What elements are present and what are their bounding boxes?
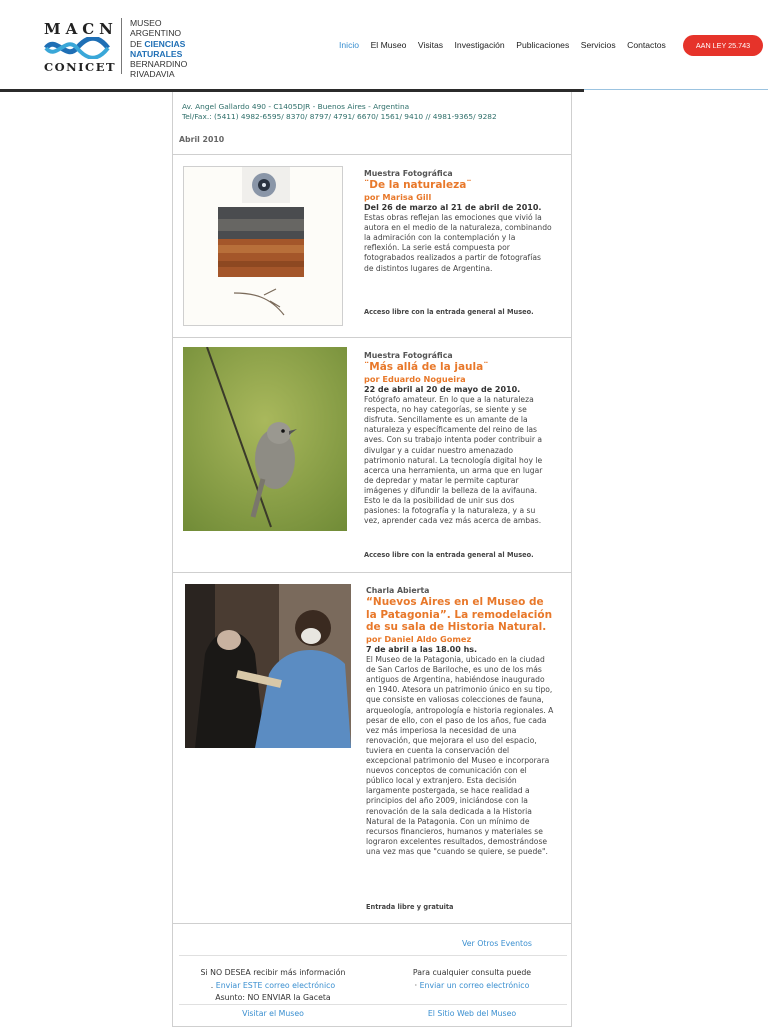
divider <box>179 955 567 956</box>
nav-inicio[interactable]: Inicio <box>339 40 360 50</box>
event-date: Del 26 de marzo al 21 de abril de 2010. <box>364 202 542 212</box>
logo-wave-icon <box>44 37 110 59</box>
contact-text: Para cualquier consulta puede <box>412 968 532 977</box>
event-author: por Eduardo Nogueira <box>364 373 466 384</box>
museum-line: DE CIENCIAS <box>130 38 186 49</box>
unsubscribe-block <box>173 967 373 1005</box>
museum-name <box>130 18 187 80</box>
event-date: 22 de abril al 20 de mayo de 2010. <box>364 384 521 394</box>
more-events-link[interactable]: Ver Otros Eventos <box>462 939 532 948</box>
nav-el-museo[interactable]: El Museo <box>370 40 407 50</box>
museum-line: NATURALES <box>130 48 183 59</box>
nav-contactos[interactable]: Contactos <box>627 40 666 50</box>
event-image-naturaleza[interactable] <box>183 166 343 326</box>
address-block <box>182 102 497 122</box>
nav-servicios[interactable]: Servicios <box>580 40 616 50</box>
contact-block <box>373 967 571 992</box>
divider <box>173 337 571 338</box>
logo-conicet[interactable]: CONICET <box>44 60 117 74</box>
address-line: Av. Angel Gallardo 490 - C1405DJR - Buenos Aires - Argentina <box>182 102 410 111</box>
museum-line: MUSEO <box>130 18 162 28</box>
newsletter <box>172 92 572 1027</box>
bird-photo <box>183 347 347 531</box>
event-info <box>364 351 552 526</box>
divider <box>179 1004 567 1005</box>
unsubscribe-text: Si NO DESEA recibir más información <box>200 968 346 977</box>
event-description: El Museo de la Patagonia, ubicado en la ciudad de San Carlos de Bariloche, es uno de los más antiguos de Argentina, habiéndose inaugurado en 1940. Atesora un patrimonio único en su tipo, que consiste en valiosas colecciones de fauna, arqueología, antropología e historia regionales. A pesar de ello, con el paso de los años, fue cada vez más imperiosa la necesidad de una renovación, que mejorara el uso del espacio, tuviera en cuenta la conservación del excepcional patrimonio del Museo e incorporara nuevos conceptos de comunicación con el público local y extranjero. Esta decisión largamente postergada, se hace realidad a principios del año 2009, iniciándose con la renovación de la sala dedicada a la Historia Natural de la Patagonia. Con un mínimo de recursos financieros, humanos y materiales se lograron excelentes resultados, demostrándose una vez mas que "cuando se quiere, se puede". <box>366 655 554 856</box>
event-image-patagonia[interactable] <box>185 584 351 748</box>
etching-artwork <box>184 167 342 325</box>
logo-macn[interactable]: MACN <box>44 20 118 38</box>
event-access: Entrada libre y gratuita <box>366 903 454 911</box>
event-author: por Marisa Gill <box>364 191 432 202</box>
event-type: Muestra Fotográfica <box>364 351 453 360</box>
museum-line: RIVADAVIA <box>130 69 175 80</box>
event-title[interactable]: ¨Más allá de la jaula¨ <box>364 361 489 374</box>
event-access: Acceso libre con la entrada general al Museo. <box>364 551 534 559</box>
event-title[interactable]: ¨De la naturaleza¨ <box>364 179 472 192</box>
nav-investigacion[interactable]: Investigación <box>454 40 505 50</box>
museum-line: ARGENTINO <box>130 28 182 39</box>
event-type: Charla Abierta <box>366 586 430 595</box>
visit-museum-link[interactable]: Visitar el Museo <box>242 1009 304 1018</box>
event-description: Fotógrafo amateur. En lo que a la naturaleza respecta, no hay categorías, se siente y se disfruta. Sencillamente es un amante de la naturaleza y específicamente del reino de las aves. Con su trabajo intenta poder contribuir a divulgar y a cuidar nuestro amenazado patrimonio natural. La tecnología digital hoy le acerca una herramienta, un arma que en lugar de depredar y matar le permite capturar imágenes y difundir la belleza de la avifauna. Esto le da la posibilidad de unir sus dos pasiones: la fotografía y la naturaleza, y a su vez, aprender cada vez más acerca de ambas. <box>364 395 543 526</box>
event-image-jaula[interactable] <box>183 347 347 531</box>
event-author: por Daniel Aldo Gomez <box>366 633 472 644</box>
unsubscribe-subject: Asunto: NO ENVIAR la Gaceta <box>215 993 331 1002</box>
event-access: Acceso libre con la entrada general al Museo. <box>364 308 534 316</box>
condor-photo <box>185 584 351 748</box>
divider <box>173 923 571 924</box>
phone-line: Tel/Fax.: (5411) 4982-6595/ 8370/ 8797/ 4791/ 6670/ 1561/ 9410 // 4981-9365/ 9282 <box>182 112 497 121</box>
contact-link[interactable]: · Enviar un correo electrónico <box>414 980 530 990</box>
event-date: 7 de abril a las 18.00 hs. <box>366 644 478 654</box>
divider <box>173 154 571 155</box>
nav-visitas[interactable]: Visitas <box>417 40 444 50</box>
unsubscribe-link[interactable]: . Enviar ESTE correo electrónico <box>210 980 336 990</box>
logo-divider <box>121 18 122 74</box>
divider <box>173 1026 571 1027</box>
divider <box>173 572 571 573</box>
event-description: Estas obras reflejan las emociones que vivió la autora en el medio de la naturaleza, combinando la admiración con la contemplación y la reflexión. La serie está compuesta por fotograbados realizados a partir de fotografías de distintos lugares de Argentina. <box>364 213 552 273</box>
museum-website-link[interactable]: El Sitio Web del Museo <box>427 1009 517 1018</box>
event-title[interactable]: “Nuevos Aires en el Museo de la Patagonia”. La remodelación de su sala de Historia Natural. <box>366 596 553 634</box>
event-info <box>366 586 556 857</box>
nav-publicaciones[interactable]: Publicaciones <box>516 40 570 50</box>
museum-line: BERNARDINO <box>130 59 188 70</box>
header-divider-right <box>584 89 768 90</box>
main-nav <box>339 40 677 50</box>
event-info <box>364 169 552 274</box>
aan-ley-button[interactable]: AAN LEY 25.743 <box>683 35 763 56</box>
site-header <box>0 0 768 90</box>
event-type: Muestra Fotográfica <box>364 169 453 178</box>
month-header: Abril 2010 <box>179 135 225 144</box>
